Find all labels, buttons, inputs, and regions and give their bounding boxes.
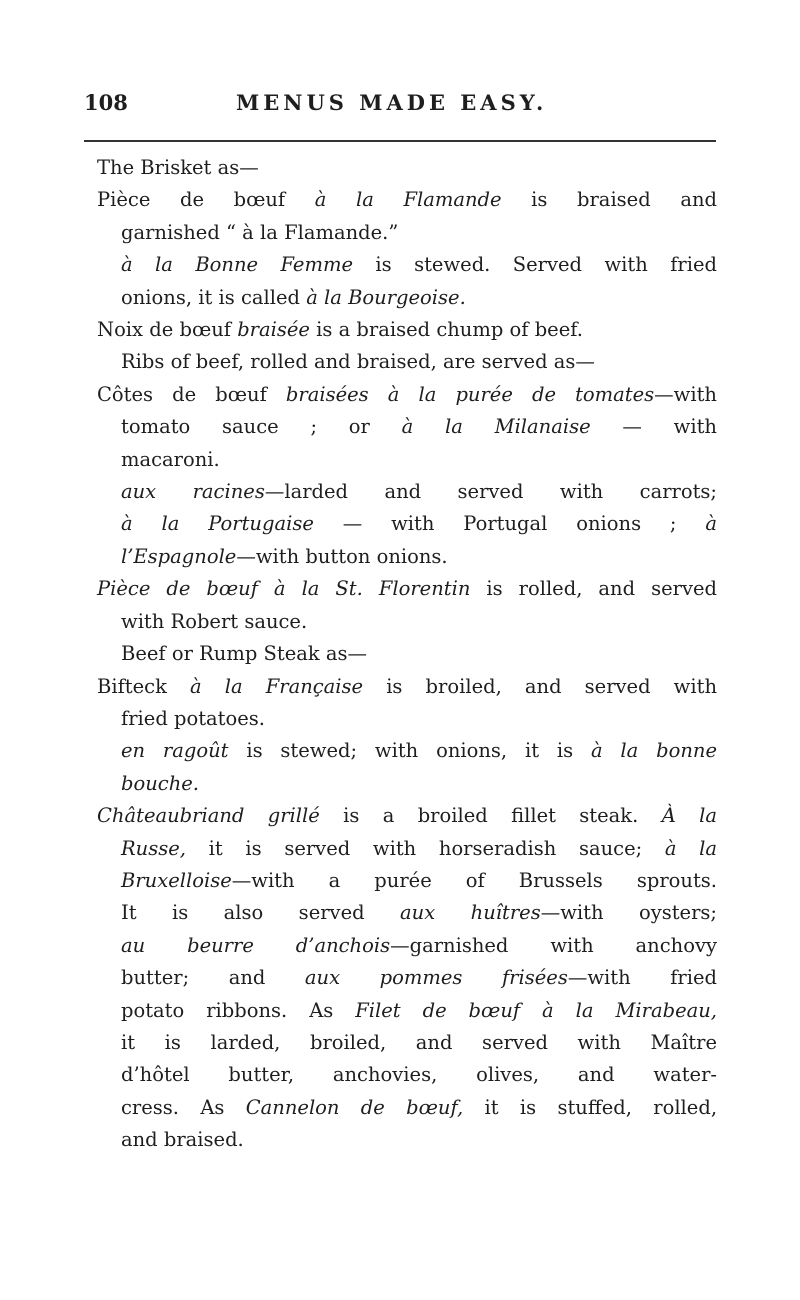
text-run: is rolled, and served: [470, 577, 717, 601]
text-run: and braised.: [121, 1128, 244, 1152]
text-line: [97, 249, 717, 281]
text-line: [97, 152, 717, 184]
italic-text: aux racines: [121, 480, 265, 504]
text-line: [97, 865, 717, 897]
italic-text: aux huîtres: [400, 901, 541, 925]
text-line: [97, 833, 717, 865]
page-number: 108: [84, 90, 128, 115]
text-line: [97, 1092, 717, 1124]
text-line: [97, 1124, 717, 1156]
italic-text: Pièce de bœuf à la St. Florentin: [97, 577, 471, 601]
italic-text: Cannelon de bœuf,: [245, 1095, 464, 1119]
text-run: with Robert sauce.: [121, 609, 308, 633]
text-run: —with button onions.: [236, 544, 448, 568]
text-run: Pièce de bœuf: [97, 188, 315, 212]
text-run: it is served with horseradish sauce;: [186, 836, 665, 860]
text-run: cress. As: [121, 1095, 246, 1119]
text-run: is broiled, and served with: [363, 674, 717, 698]
italic-text: à la Portugaise: [121, 512, 314, 536]
italic-text: à la Bourgeoise.: [306, 285, 466, 309]
text-run: it is stuffed, rolled,: [463, 1095, 718, 1119]
text-line: [97, 768, 717, 800]
italic-text: À la: [661, 804, 717, 828]
text-run: —with a purée of Brussels sprouts.: [231, 868, 717, 892]
italic-text: Russe,: [121, 836, 186, 860]
text-run: butter; and: [121, 966, 305, 990]
italic-text: Châteaubriand grillé: [97, 804, 320, 828]
text-run: is braised and: [501, 188, 717, 212]
italic-text: au beurre d’anchois: [121, 933, 391, 957]
text-run: Beef or Rump Steak as—: [121, 642, 368, 666]
text-line: [97, 897, 717, 929]
text-line: [97, 703, 717, 735]
text-run: is a broiled fillet steak.: [319, 804, 662, 828]
italic-text: à la Milanaise: [401, 415, 591, 439]
text-run: —with oysters;: [540, 901, 717, 925]
italic-text: à la: [664, 836, 717, 860]
text-line: [97, 346, 717, 378]
text-run: fried potatoes.: [121, 706, 266, 730]
text-run: It is also served: [121, 901, 401, 925]
italic-text: braisée: [237, 318, 310, 342]
body-text: [97, 152, 717, 1157]
text-line: [97, 379, 717, 411]
text-line: [97, 995, 717, 1027]
text-line: [97, 1059, 717, 1091]
text-line: [97, 476, 717, 508]
text-run: d’hôtel butter, anchovies, olives, and water-: [121, 1063, 717, 1087]
text-run: is stewed. Served with fried: [353, 253, 717, 277]
text-run: Côtes de bœuf: [97, 382, 286, 406]
text-line: [97, 1027, 717, 1059]
running-title: MENUS MADE EASY.: [236, 90, 548, 115]
text-line: [97, 671, 717, 703]
text-line: [97, 314, 717, 346]
text-line: [97, 606, 717, 638]
text-line: [97, 217, 717, 249]
text-run: Bifteck: [97, 674, 191, 698]
italic-text: Bruxelloise: [121, 868, 232, 892]
italic-text: aux pommes frisées: [304, 966, 568, 990]
text-run: The Brisket as—: [97, 156, 259, 179]
header-rule: [84, 140, 716, 142]
text-run: garnished “ à la Flamande.”: [121, 220, 399, 244]
italic-text: en ragoût: [121, 739, 229, 763]
text-run: onions, it is called: [121, 285, 307, 309]
text-line: [97, 411, 717, 443]
text-run: —with fried: [567, 966, 717, 990]
text-run: it is larded, broiled, and served with Maître: [121, 1030, 717, 1054]
text-run: tomato sauce ; or: [121, 415, 402, 439]
text-run: Ribs of beef, rolled and braised, are served as—: [121, 350, 595, 374]
text-line: [97, 444, 717, 476]
text-line: [97, 184, 717, 216]
text-run: — with Portugal onions ;: [313, 512, 706, 536]
text-line: [97, 962, 717, 994]
italic-text: Filet de bœuf à la Mirabeau,: [355, 998, 717, 1022]
text-line: [97, 282, 717, 314]
italic-text: à la bonne: [590, 739, 717, 763]
text-line: [97, 638, 717, 670]
text-line: [97, 573, 717, 605]
italic-text: à: [705, 512, 717, 536]
text-line: [97, 508, 717, 540]
italic-text: à la Bonne Femme: [121, 253, 353, 277]
text-run: macaroni.: [121, 447, 220, 471]
text-run: potato ribbons. As: [121, 998, 356, 1022]
text-line: [97, 541, 717, 573]
text-run: —garnished with anchovy: [390, 933, 717, 957]
text-run: —with: [654, 382, 717, 406]
running-head: [84, 90, 716, 120]
text-run: Noix de bœuf: [97, 318, 238, 342]
italic-text: braisées à la purée de tomates: [285, 382, 655, 406]
text-run: is a braised chump of beef.: [309, 318, 583, 342]
text-run: — with: [590, 415, 717, 439]
text-line: [97, 930, 717, 962]
text-line: [97, 735, 717, 767]
italic-text: à la Française: [190, 674, 364, 698]
text-run: is stewed; with onions, it is: [228, 739, 591, 763]
italic-text: à la Flamande: [314, 188, 502, 212]
italic-text: l’Espagnole: [121, 544, 237, 568]
text-run: —larded and served with carrots;: [264, 480, 717, 504]
italic-text: bouche.: [121, 771, 199, 795]
text-line: [97, 800, 717, 832]
